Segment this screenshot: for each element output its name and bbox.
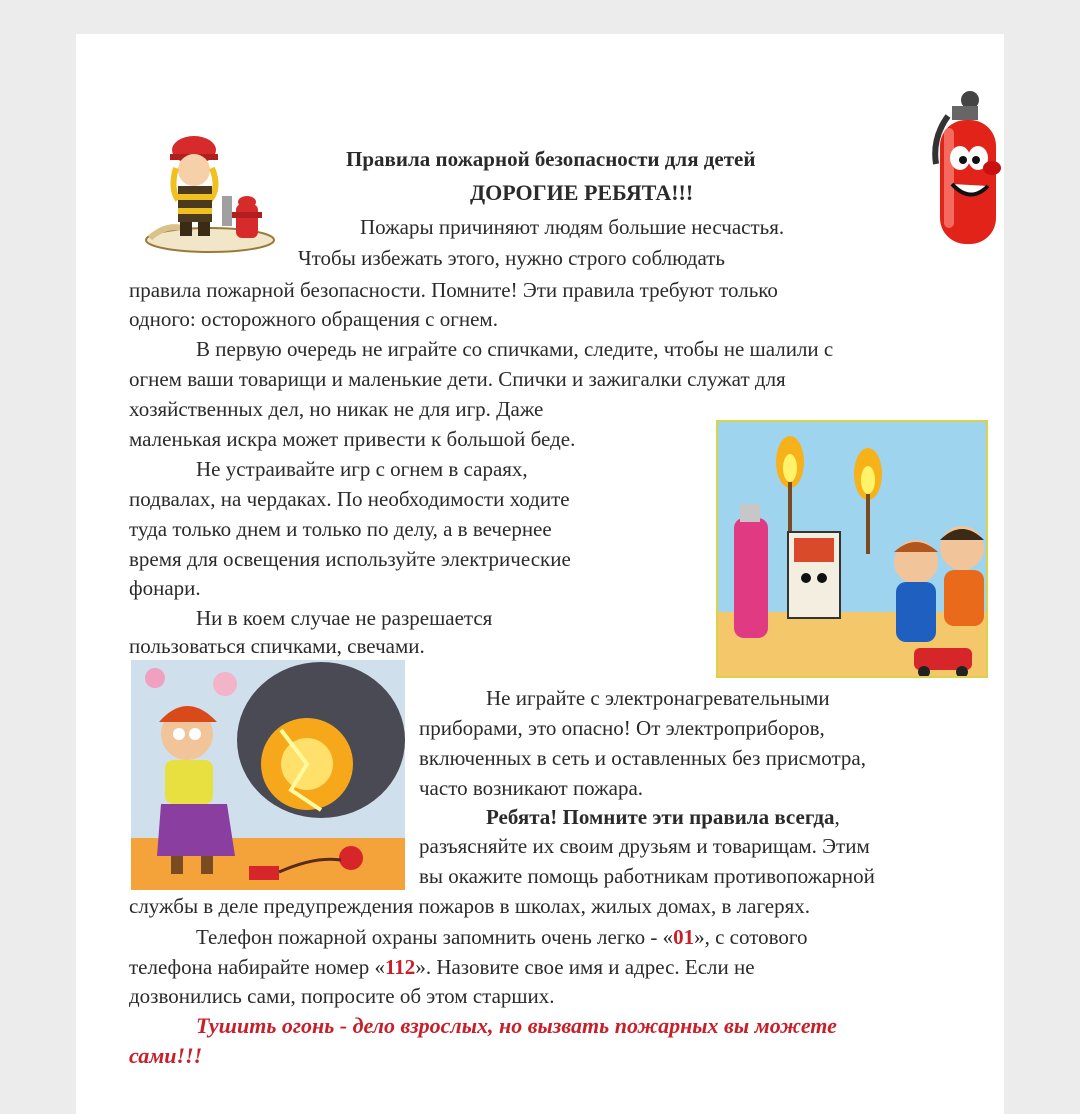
paragraph-line: маленькая искра может привести к большой беде. xyxy=(129,427,576,451)
paragraph-line: вы окажите помощь работникам противопожарной xyxy=(419,864,875,888)
reminder-line xyxy=(486,805,840,829)
phone-line-1 xyxy=(196,925,807,949)
paragraph-line: Ни в коем случае не разрешается xyxy=(196,606,493,630)
paragraph-line: время для освещения используйте электрические xyxy=(129,547,571,571)
page-title: Правила пожарной безопасности для детей xyxy=(346,147,756,171)
reminder-tail: , xyxy=(834,805,840,829)
paragraph-line: включенных в сеть и оставленных без присмотра, xyxy=(419,746,866,770)
intro-line: одного: осторожного обращения с огнем. xyxy=(129,307,498,331)
page-subtitle: ДОРОГИЕ РЕБЯТА!!! xyxy=(470,180,694,205)
paragraph-line: Не устраивайте игр с огнем в сараях, xyxy=(196,457,528,481)
paragraph-line: хозяйственных дел, но никак не для игр. Даже xyxy=(129,397,544,421)
intro-line: Чтобы избежать этого, нужно строго соблюдать xyxy=(298,246,726,270)
paragraph-line: фонари. xyxy=(129,576,201,600)
paragraph-line: подвалах, на чердаках. По необходимости ходите xyxy=(129,487,570,511)
paragraph-line: пользоваться спичками, свечами. xyxy=(129,634,425,658)
phone-text: Телефон пожарной охраны запомнить очень легко - « xyxy=(196,925,674,949)
firefighter-girl-illustration xyxy=(140,128,286,256)
intro-line: Пожары причиняют людям большие несчастья. xyxy=(360,215,785,239)
paragraph-line: приборами, это опасно! От электроприборов, xyxy=(419,716,825,740)
reminder-bold-text: Ребята! Помните эти правила всегда xyxy=(486,805,835,829)
phone-line-2 xyxy=(129,955,755,979)
phone-number-01: 01 xyxy=(673,925,695,949)
phone-text: », с сотового xyxy=(694,925,808,949)
electric-shock-child-illustration xyxy=(131,660,405,890)
paragraph-line: Не играйте с электронагревательными xyxy=(486,686,830,710)
slogan-line: сами!!! xyxy=(129,1043,203,1068)
slogan-line: Тушить огонь - дело взрослых, но вызвать пожарных вы можете xyxy=(196,1013,837,1038)
paragraph-line: разъясняйте их своим друзьям и товарищам. Этим xyxy=(419,834,870,858)
matches-and-children-illustration xyxy=(716,420,988,678)
intro-line: правила пожарной безопасности. Помните! Эти правила требуют только xyxy=(129,278,778,302)
phone-number-112: 112 xyxy=(384,955,416,979)
paragraph-line: службы в деле предупреждения пожаров в школах, жилых домах, в лагерях. xyxy=(129,894,811,918)
paragraph-line: В первую очередь не играйте со спичками, следите, чтобы не шалили с xyxy=(196,337,834,361)
phone-text: ». Назовите свое имя и адрес. Если не xyxy=(415,955,755,979)
paragraph-line: огнем ваши товарищи и маленькие дети. Спички и зажигалки служат для xyxy=(129,367,786,391)
paragraph-line: туда только днем и только по делу, а в вечернее xyxy=(129,517,552,541)
fire-extinguisher-character-illustration xyxy=(918,88,1010,250)
phone-text: телефона набирайте номер « xyxy=(129,955,385,979)
phone-line-3: дозвонились сами, попросите об этом старших. xyxy=(129,984,555,1008)
paragraph-line: часто возникают пожара. xyxy=(419,776,644,800)
